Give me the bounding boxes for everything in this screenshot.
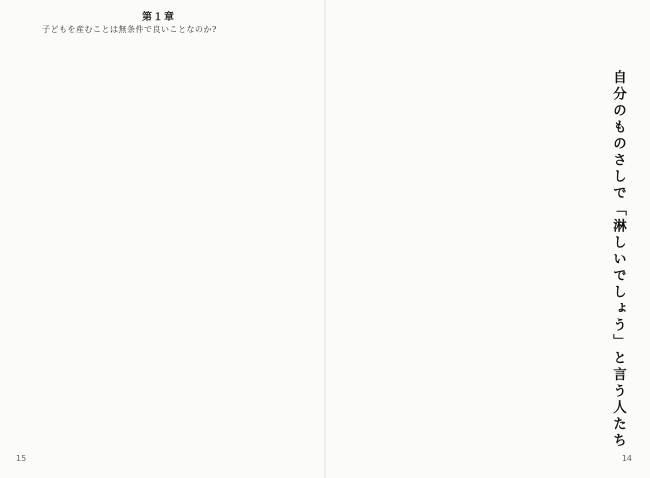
- right-page-body: [346, 66, 586, 386]
- left-page: [0, 0, 324, 478]
- left-page-body: [30, 66, 300, 386]
- chapter-label: 第１章: [142, 12, 175, 23]
- chapter-subtitle: 子どもを産むことは無条件で良いことなのか?: [42, 25, 217, 34]
- right-page: [326, 0, 650, 478]
- section-heading: 自分のものさしで「淋しいでしょう」と言う人たち: [610, 70, 626, 450]
- right-page-number: 14: [621, 454, 632, 463]
- left-page-number: 15: [16, 454, 27, 463]
